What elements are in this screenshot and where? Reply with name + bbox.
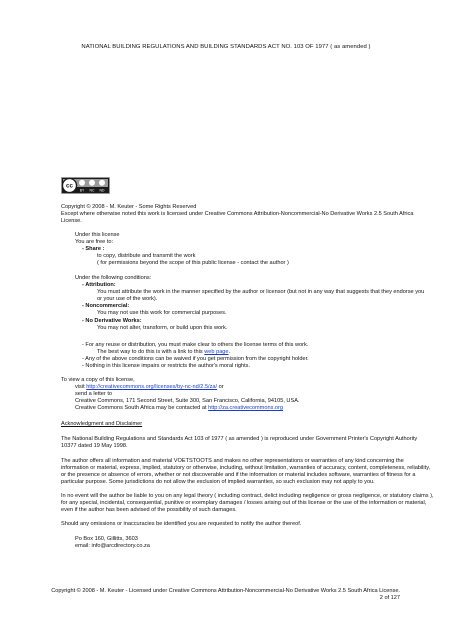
noncommercial-detail: You may not use this work for commercial purposes.	[97, 310, 227, 317]
footer-copyright: Copyright © 2008 - M. Keuter - Licensed under Creative Commons Attribution-Noncommercial-No Derivative Works 2.5 South Africa License.	[51, 588, 400, 594]
view-license-section	[61, 377, 401, 412]
noncommercial-icon	[89, 180, 95, 186]
disclaimer-p3-line-1: In no event will the author be liable to you on any legal theory ( including contract, delict including negligence or gross negligence, or statutory claims ),	[61, 493, 434, 499]
license-terms	[61, 232, 401, 267]
share-heading: - Share :	[82, 246, 105, 253]
waiver-note: - Any of the above conditions can be waived if you get permission from the copyright holder.	[82, 356, 309, 363]
no-derivatives-detail: You may not alter, transform, or build upon this work.	[97, 324, 228, 331]
disclaimer-p1-line-1: The National Building Regulations and Standards Act 103 of 1977 ( as amended ) is reproduced under Government Printer's Copyright Authority	[61, 436, 418, 442]
visit-suffix: or	[217, 384, 224, 391]
page-footer	[51, 588, 400, 602]
noncommercial-heading: - Noncommercial:	[82, 303, 130, 310]
badge-nd-label: ND	[99, 188, 105, 193]
attribution-heading: - Attribution:	[82, 282, 116, 289]
contact-details	[61, 536, 401, 550]
send-letter-text: send a letter to	[75, 391, 113, 398]
reuse-link-line	[61, 349, 401, 356]
cc-address: Creative Commons, 171 Second Street, Suite 300, San Francisco, California, 94105, USA.	[75, 398, 300, 405]
badge-by-label: BY	[79, 188, 85, 193]
contact-email: email: info@arcdirectory.co.za	[75, 543, 150, 550]
no-derivatives-icon	[99, 180, 105, 186]
attribution-icon	[79, 180, 85, 186]
license-conditions	[61, 275, 425, 332]
disclaimer-p3-line-2: for any special, incidental, consequential, punitive or exemplary damages / losses arising out of this license or the use of the information or material,	[61, 500, 427, 507]
visit-prefix: visit	[75, 384, 87, 391]
page-header: NATIONAL BUILDING REGULATIONS AND BUILDING STANDARDS ACT NO. 103 OF 1977 ( as amended )	[81, 44, 371, 50]
badge-nc-label: NC	[89, 188, 95, 193]
disclaimer-paragraph-1	[61, 436, 418, 450]
free-to-text: You are free to:	[75, 239, 114, 246]
visit-line	[61, 384, 401, 391]
disclaimer-p1-line-2: 10377 dated 19 May 1998.	[61, 443, 128, 450]
copyright-notice: Copyright © 2008 - M. Keuter - Some Rights Reserved	[61, 204, 197, 210]
cc-logo-text: cc	[66, 182, 73, 190]
attribution-detail-2: or your use of the work).	[97, 296, 158, 303]
attribution-detail-1: You must attribute the work in the manner specified by the author or licensor (but not in any way that suggests that they endorse you	[97, 289, 425, 296]
cc-south-africa-line	[61, 405, 401, 412]
share-detail-2: ( for permissions beyond the scope of this public license - contact the author )	[97, 260, 289, 267]
creative-commons-license-badge[interactable]	[61, 177, 110, 194]
license-statement: Except where otherwise noted this work is licensed under Creative Commons Attribution-Noncommercial-No Derivative Works 2.5 South Africa	[61, 211, 414, 218]
cc-south-africa-link[interactable]: http://za.creativecommons.org	[208, 405, 284, 412]
disclaimer-paragraph-3	[61, 493, 434, 514]
disclaimer-p2-line-2: information or material, express, implied, statutory or otherwise, including, without limitation, warranties of accuracy, content, completeness, reliability,	[61, 465, 431, 472]
disclaimer-heading: Acknowledgment and Disclaimer	[61, 421, 143, 427]
conditions-heading: Under the following conditions:	[75, 275, 152, 281]
license-reuse-notes	[61, 342, 401, 370]
postal-address: Po Box 160, Gillitts, 3603	[75, 536, 138, 542]
under-license-text: Under this license	[75, 232, 120, 238]
no-derivatives-heading: - No Derivative Works:	[82, 317, 142, 324]
license-url-link[interactable]: http://creativecommons.org/licenses/by-nc-nd/2.5/za/	[86, 384, 218, 391]
reuse-note: - For any reuse or distribution, you must make clear to others the license terms of this work.	[82, 342, 309, 348]
view-license-intro: To view a copy of this license,	[61, 377, 135, 383]
disclaimer-p2-line-1: The author offers all information and material VOETSTOOTS and makes no other representations or warranties of any kind concerning the	[61, 458, 404, 464]
license-statement-end: License.	[61, 218, 82, 225]
disclaimer-p3-line-3: even if the author has been advised of the possibility of such damages.	[61, 507, 237, 514]
reuse-link-suffix: .	[228, 349, 231, 356]
reuse-link-prefix: The best way to do this is with a link to this	[97, 349, 205, 356]
web-page-link[interactable]: web page	[204, 349, 229, 356]
disclaimer-p2-line-3: or the presence or absence of errors, whether or not discoverable and if the information or material includes software, warranties of fitness for a	[61, 472, 416, 479]
disclaimer-paragraph-2	[61, 458, 431, 486]
disclaimer-paragraph-4: Should any omissions or inaccuracies be identified you are requested to notify the author thereof.	[61, 521, 302, 527]
share-detail-1: to copy, distribute and transmit the work	[97, 253, 196, 260]
cc-sa-prefix: Creative Commons South Africa may be contacted at	[75, 405, 209, 412]
page-number: 2 of 127	[379, 595, 400, 602]
moral-rights-note: - Nothing in this license impairs or restricts the author's moral rights.	[82, 363, 251, 370]
disclaimer-p2-line-4: particular purpose. Some jurisdictions do not allow the exclusion of implied warranties, so such exclusion may not apply to you.	[61, 479, 375, 486]
license-notice	[61, 204, 414, 225]
